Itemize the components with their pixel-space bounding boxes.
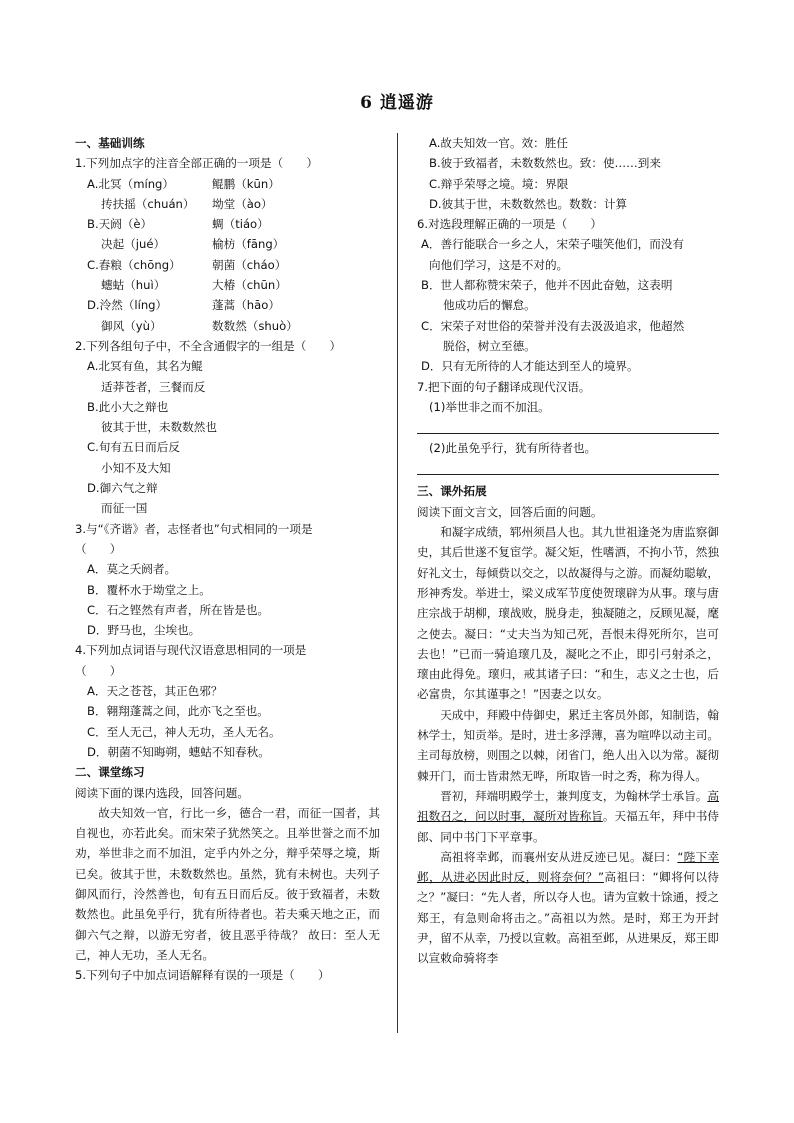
option-row xyxy=(75,295,380,315)
passage-paragraph: 和凝字成绩，郓州须昌人也。其九世祖逢尧为唐监察御史，其后世遂不复宦学。凝父矩，性嗜酒，不拘小节，然独好礼文士，每倾赀以交之，以故凝得与之游。而凝幼聪敏，形神秀发。举进士，梁义成军节度使贺瓌辟为从事。瓌与唐庄宗战于胡柳，瓌战败，脱身走，独凝随之，反顾见凝，麾之使去。凝曰：“丈夫当为知己死，吾恨未得死所尔，岂可去也！”已而一骑追瓌几及，凝叱之不止，即引弓射杀之，瓌由此得免。瓌归，戒其诸子曰：“和生，志义之士也，后必富贵，尔其谨事之！”因妻之以女。 xyxy=(417,525,719,702)
translate-sentence-1: (1)举世非之而不加沮。 xyxy=(429,399,550,414)
option-d: D．朝菌不知晦朔，蟪蛄不知春秋。 xyxy=(87,744,270,759)
option-a: A.北冥（míng） xyxy=(87,176,175,191)
option-c: C．宋荣子对世俗的荣誉并没有去汲汲追求，他超然 xyxy=(421,318,685,333)
question-stem: 6.对选段理解正确的一项是（ ） xyxy=(417,217,602,232)
option-text: 小知不及大知 xyxy=(101,460,171,475)
option-a: A.故夫知效一官。效：胜任 xyxy=(429,136,568,150)
question-stem: 1.下列加点字的注音全部正确的一项是（ ） xyxy=(75,156,318,171)
passage-text: 高祖曰：“卿将何以待之？”凝曰：“先人者，所以夺人也。请为宣敕十馀通，授之郑王，有急则命将击之。”高祖以为然。是时，郑王为开封尹，留不从幸，乃授以宣敕。高祖至邺，从进果反，郑王即以宣敕命骑将李 xyxy=(417,870,719,966)
underlined-sentence: 高祖数召之，问以时事，凝所对皆称旨 xyxy=(417,788,719,824)
option-text: 决起（jué） xyxy=(101,237,166,252)
option-b: B．覆杯水于坳堂之上。 xyxy=(87,582,211,597)
option-b: B．翱翔蓬蒿之间，此亦飞之至也。 xyxy=(87,704,269,719)
section-heading: 二、课堂练习 xyxy=(75,765,145,780)
option-row xyxy=(75,234,380,254)
option-row xyxy=(75,316,380,336)
answer-paren: （ ） xyxy=(75,663,122,678)
option-text: 大椿（chūn） xyxy=(212,278,287,293)
option-text: 他成功后的懈怠。 xyxy=(443,298,536,313)
option-a: A.北冥有鱼，其名为鲲 xyxy=(87,359,203,374)
option-text: 脱俗，树立至德。 xyxy=(443,338,536,353)
option-text: 蓬蒿（hāo） xyxy=(212,298,280,313)
reading-intro: 阅读下面文言文，回答后面的问题。 xyxy=(417,504,603,519)
left-column xyxy=(75,133,380,985)
answer-line xyxy=(417,460,719,475)
option-b: B.此小大之辩也 xyxy=(87,399,169,414)
option-row xyxy=(75,174,380,194)
option-a: A．莫之夭阏者。 xyxy=(87,562,177,577)
option-text: 蜩（tiáo） xyxy=(212,217,269,232)
option-row xyxy=(75,275,380,295)
question-stem: 2.下列各组句子中，不全含通假字的一组是（ ） xyxy=(75,338,342,353)
option-row xyxy=(75,214,380,234)
page-title: 6 逍遥游 xyxy=(360,93,434,113)
option-a: A．善行能联合一乡之人，宋荣子嗤笑他们，而没有 xyxy=(421,237,684,252)
option-text: 而征一国 xyxy=(101,501,148,516)
option-text: 鲲鹏（kūn） xyxy=(212,176,280,191)
option-text: 数数然（shuò） xyxy=(212,318,298,333)
option-text: 蟪蛄（huì） xyxy=(101,278,166,293)
option-text: 彼其于世，未数数然也 xyxy=(101,420,217,435)
passage-paragraph xyxy=(417,786,719,847)
question-stem: 5.下列句子中加点词语解释有误的一项是（ ） xyxy=(75,968,330,983)
option-b: B.彼于致福者，未数数然也。致：使……到来 xyxy=(429,156,661,171)
passage-paragraph: 天成中，拜殿中侍御史，累迁主客员外郎，知制诰，翰林学士，知贡举。是时，进士多浮薄，喜为喧哗以动主司。主司每放榜，则围之以棘，闭省门，绝人出入以为常。凝彻棘开门，而士皆肃然无哗，所取皆一时之秀，称为得人。 xyxy=(417,707,719,783)
passage-text: 晋初，拜端明殿学士，兼判度支，为翰林学士承旨。 xyxy=(440,788,708,803)
option-text: 榆枋（fāng） xyxy=(212,237,285,252)
option-c: C．至人无己，神人无功，圣人无名。 xyxy=(87,724,281,739)
option-c: C.舂粮（chōng） xyxy=(87,257,181,272)
option-text: 坳堂（ào） xyxy=(212,196,273,211)
column-divider xyxy=(397,133,398,1033)
question-stem: 3.与“《齐谐》者，志怪者也”句式相同的一项是 xyxy=(75,521,313,536)
reading-passage: 故夫知效一官，行比一乡，德合一君，而征一国者，其自视也，亦若此矣。而宋荣子犹然笑之。且举世誉之而不加劝，举世非之而不加沮，定乎内外之分，辩乎荣辱之境，斯已矣。彼其于世，未数数然也。虽然，犹有未树也。夫列子御风而行，泠然善也，旬有五日而后反。彼于致福者，未数数然也。此虽免乎行，犹有所待者也。若夫乘天地之正，而御六气之辩，以游无穷者，彼且恶乎待哉？ 故曰：至人无己，神人无功，圣人无名。 xyxy=(75,805,380,962)
passage-text: 。天福五年，拜中书侍郎、同中书门下平章事。 xyxy=(417,809,719,844)
section-heading: 三、课外拓展 xyxy=(417,484,487,499)
option-b: B.天阏（è） xyxy=(87,217,153,232)
answer-line xyxy=(417,419,719,434)
passage-text: 高祖将幸邺，而襄州安从进反迹已见。凝曰： xyxy=(440,849,678,864)
option-text: 向他们学习，这是不对的。 xyxy=(429,257,569,272)
option-c: C.辩乎荣辱之境。境：界限 xyxy=(429,176,569,191)
question-stem: 4.下列加点词语与现代汉语意思相同的一项是 xyxy=(75,643,307,658)
option-d: D.泠然（líng） xyxy=(87,298,168,313)
option-row xyxy=(75,255,380,275)
right-column xyxy=(417,133,719,969)
option-text: 适莽苍者，三餐而反 xyxy=(101,379,206,394)
option-c: C．石之铿然有声者，所在皆是也。 xyxy=(87,602,270,617)
option-text: 抟扶摇（chuán） xyxy=(101,196,195,211)
reading-intro: 阅读下面的课内选段，回答问题。 xyxy=(75,785,249,800)
option-text: 御风（yù） xyxy=(101,318,162,333)
option-b: B．世人都称赞宋荣子，他并不因此奋勉，这表明 xyxy=(421,278,673,293)
option-row xyxy=(75,194,380,214)
question-stem: 7.把下面的句子翻译成现代汉语。 xyxy=(417,379,591,394)
option-d: D．野马也，尘埃也。 xyxy=(87,623,201,638)
option-a: A．天之苍苍，其正色邪？ xyxy=(87,684,223,699)
underlined-sentence: “陛下幸邺，从进必因此时反，则将奈何？” xyxy=(417,849,719,885)
option-d: D.彼其于世，未数数然也。数数：计算 xyxy=(429,196,628,211)
option-text: 朝菌（cháo） xyxy=(212,257,287,272)
option-c: C.旬有五日而后反 xyxy=(87,440,180,455)
passage-paragraph xyxy=(417,847,719,969)
section-heading: 一、基础训练 xyxy=(75,136,145,150)
answer-paren: （ ） xyxy=(75,541,122,556)
option-d: D．只有无所待的人才能达到至人的境界。 xyxy=(421,359,639,374)
option-d: D.御六气之辩 xyxy=(87,481,158,496)
translate-sentence-2: (2)此虽免乎行，犹有所待者也。 xyxy=(429,441,597,456)
